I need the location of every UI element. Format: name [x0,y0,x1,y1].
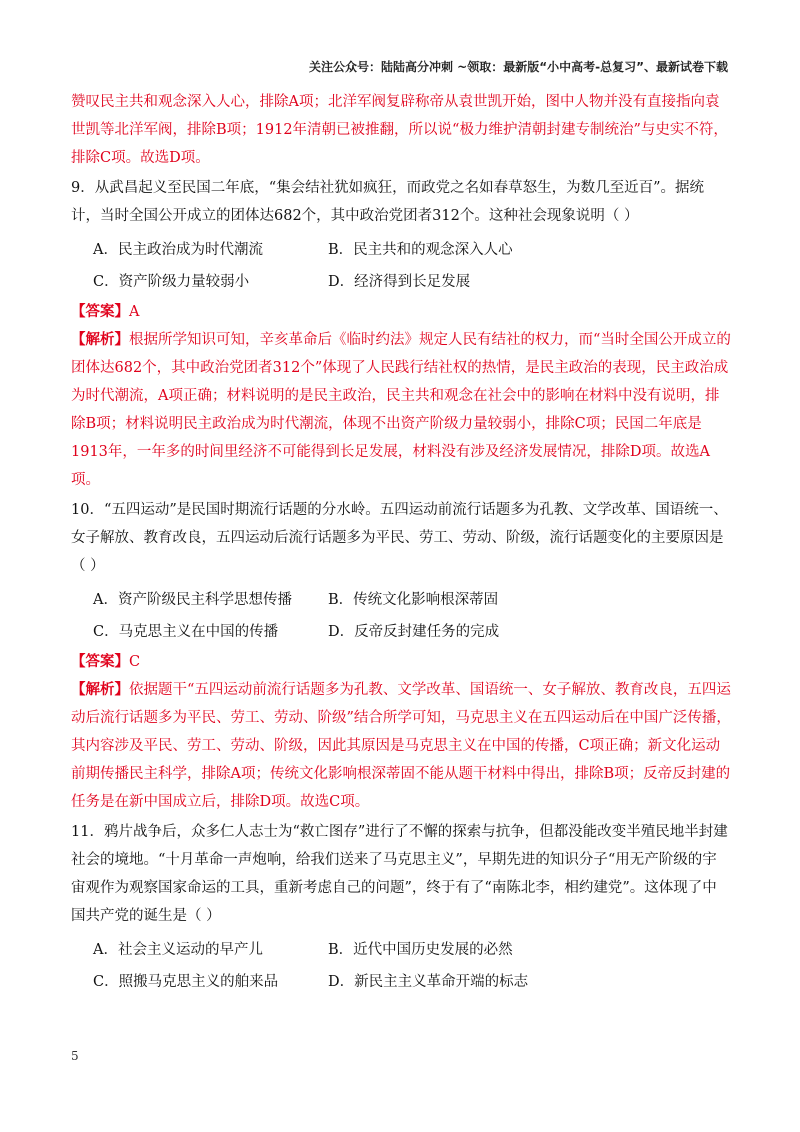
option-d: D．新民主主义革命开端的标志 [328,973,529,990]
analysis [71,326,731,494]
analysis-text: 依据题干“五四运动前流行话题多为孔教、文学改革、国语统一、女子解放、教育改良，五四运动后流行话题多为平民、劳工、劳动、阶级”结合所学可知，马克思主义在五四运动后在中国广泛传播，其内容涉及平民、劳工、劳动、阶级，因此其原因是马克思主义在中国的传播，C项正确；新文化运动前期传播民主科学，排除A项；传统文化影响根深蒂固不能从题干材料中得出，排除B项；反帝反封建的任务是在新中国成立后，排除D项。故选C项。 [71,682,731,810]
option-c: C．照搬马克思主义的舶来品 [93,973,279,990]
option-d: D．经济得到长足发展 [328,273,471,290]
question-stem: 10．“五四运动”是民国时期流行话题的分水岭。五四运动前流行话题多为孔教、文学改革、国语统一、女子解放、教育改良，五四运动后流行话题多为平民、劳工、劳动、阶级，流行话题变化的主要原因是（ ） [71,502,728,574]
option-b: B．民主共和的观念深入人心 [328,241,513,258]
page-header: 关注公众号：陆陆高分冲刺 ~领取：最新版“小中高考-总复习”、最新试卷下载 [309,60,728,74]
question-stem: 9．从武昌起义至民国二年底，“集会结社犹如疯狂，而政党之名如春草怒生，为数几至近百”。据统计，当时全国公开成立的团体达682个，其中政治党团者312个。这种社会现象说明（ ） [71,180,705,224]
question-9 [71,174,731,494]
option-b: B．近代中国历史发展的必然 [328,941,513,958]
option-c: C．马克思主义在中国的传播 [93,623,279,640]
analysis-text: 根据所学知识可知，辛亥革命后《临时约法》规定人民有结社的权力，而“当时全国公开成立的团体达682个，其中政治党团者312个”体现了人民践行结社权的热情，是民主政治的表现，民主政治成为时代潮流，A项正确；材料说明的是民主政治，民主共和观念在社会中的影响在材料中没有说明，排除B项；材料说明民主政治成为时代潮流，体现不出资产阶级力量较弱小，排除C项；民国二年底是1913年，一年多的时间里经济不可能得到长足发展，材料没有涉及经济发展情况，排除D项。故选A项。 [71,332,731,488]
option-a: A．民主政治成为时代潮流 [93,241,263,258]
answer [71,648,731,676]
option-c: C．资产阶级力量较弱小 [93,273,250,290]
question-stem: 11．鸦片战争后，众多仁人志士为“救亡图存”进行了不懈的探索与抗争，但都没能改变半殖民地半封建社会的境地。“十月革命一声炮响，给我们送来了马克思主义”，早期先进的知识分子“用无产阶级的宇宙观作为观察国家命运的工具，重新考虑自己的问题”，终于有了“南陈北李，相约建党”。这体现了中国共产党的诞生是（ ） [71,824,728,924]
options [71,232,731,296]
answer-value: C [129,654,141,670]
question-11 [71,818,731,996]
analysis-tag: 【解析】 [71,331,129,348]
option-d: D．反帝反封建任务的完成 [328,623,500,640]
option-a: A．社会主义运动的早产儿 [93,941,263,958]
answer-value: A [129,304,140,320]
option-b: B．传统文化影响根深蒂固 [328,591,499,608]
previous-explanation: 赞叹民主共和观念深入人心，排除A项；北洋军阀复辟称帝从袁世凯开始，图中人物并没有直接指向袁世凯等北洋军阀，排除B项；1912年清朝已被推翻，所以说“极力维护清朝封建专制统治”与史实不符，排除C项。故选D项。 [71,94,728,166]
options [71,932,731,996]
question-10 [71,496,731,816]
options [71,582,731,646]
answer [71,298,731,326]
analysis [71,676,731,816]
page-content [71,88,731,996]
option-a: A．资产阶级民主科学思想传播 [93,591,292,608]
analysis-tag: 【解析】 [71,681,129,698]
answer-tag: 【答案】 [71,303,129,320]
page-number: 5 [71,1049,79,1063]
answer-tag: 【答案】 [71,653,129,670]
